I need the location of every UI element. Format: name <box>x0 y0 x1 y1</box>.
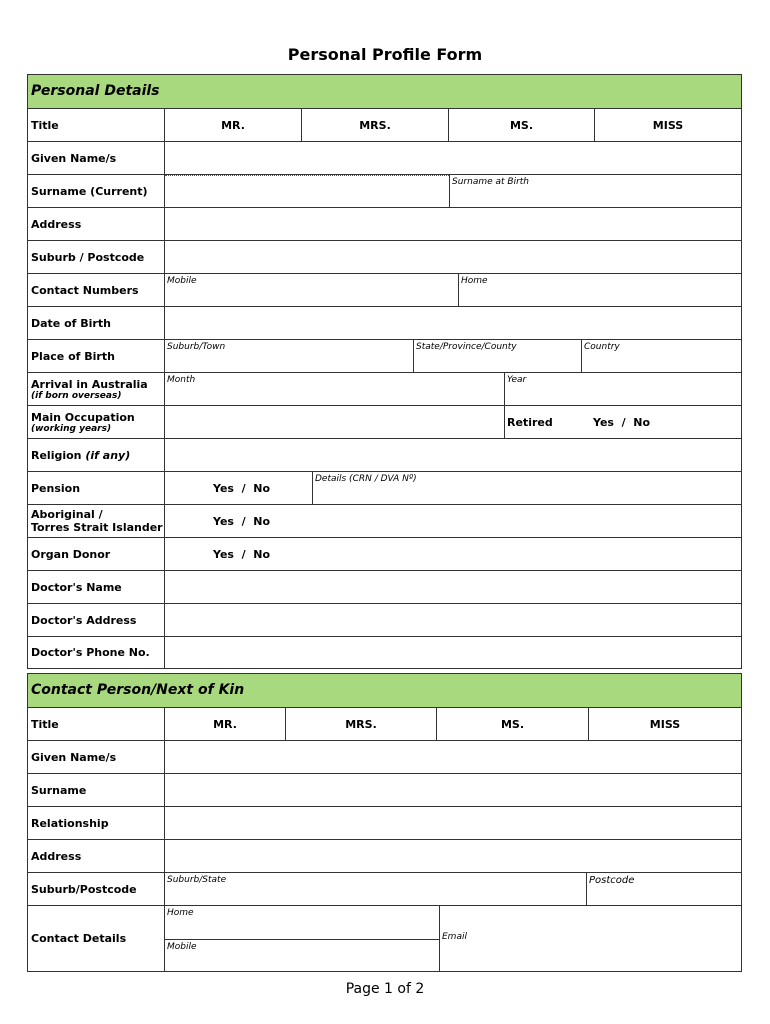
title-row <box>28 108 741 141</box>
relationship-field[interactable] <box>165 807 741 839</box>
contact-numbers-row <box>28 273 741 306</box>
contact-address-field[interactable] <box>165 840 741 872</box>
title-option-mr[interactable]: MR. <box>221 118 245 132</box>
title-option-miss[interactable]: MISS <box>594 109 741 141</box>
contact-title-option-miss[interactable]: MISS <box>588 708 741 740</box>
relationship-label: Relationship <box>28 807 165 839</box>
suburb-postcode-label: Suburb / Postcode <box>28 241 165 273</box>
personal-details-table <box>27 74 742 669</box>
doctor-phone-field[interactable] <box>165 637 741 668</box>
contact-suburb-state-field[interactable] <box>165 873 586 905</box>
doctor-name-field[interactable] <box>165 571 741 603</box>
contact-title-label: Title <box>28 708 165 740</box>
contact-surname-row <box>28 773 741 806</box>
doctor-name-row <box>28 570 741 603</box>
religion-label <box>28 439 165 471</box>
address-row <box>28 207 741 240</box>
pension-label: Pension <box>28 472 165 504</box>
retired-label: Retired <box>507 416 553 429</box>
title-label: Title <box>28 109 165 141</box>
mobile-field[interactable] <box>165 274 458 306</box>
pension-row <box>28 471 741 504</box>
given-name-label: Given Name/s <box>28 142 165 174</box>
religion-label-sub: (if any) <box>85 448 131 462</box>
given-name-field[interactable] <box>165 142 741 174</box>
occupation-label-sub: (working years) <box>31 423 112 434</box>
contact-title-row <box>28 707 741 740</box>
dob-label: Date of Birth <box>28 307 165 339</box>
contact-address-row <box>28 839 741 872</box>
aboriginal-label <box>28 505 165 537</box>
postcode-hint: Postcode <box>589 875 635 886</box>
retired-cell <box>504 406 741 438</box>
doctor-address-label: Doctor's Address <box>28 604 165 636</box>
home-phone-field[interactable] <box>458 274 741 306</box>
doctor-address-field[interactable] <box>165 604 741 636</box>
aboriginal-row <box>28 504 741 537</box>
address-field[interactable] <box>165 208 741 240</box>
contact-given-name-field[interactable] <box>165 741 741 773</box>
relationship-row <box>28 806 741 839</box>
contact-mobile-field[interactable] <box>165 940 439 971</box>
surname-at-birth-hint: Surname at Birth <box>452 177 530 187</box>
occupation-field[interactable] <box>165 406 504 438</box>
contact-home-field[interactable] <box>165 906 439 940</box>
organ-donor-label: Organ Donor <box>28 538 165 570</box>
aboriginal-label-line1: Aboriginal / <box>31 508 103 521</box>
religion-field[interactable] <box>165 439 741 471</box>
retired-yes-no[interactable]: Yes / No <box>593 416 651 429</box>
mobile-hint: Mobile <box>167 276 197 286</box>
personal-details-header <box>28 75 741 108</box>
contact-phones <box>165 906 439 971</box>
pension-yes-no[interactable]: Yes / No <box>213 482 271 495</box>
title-option-mrs[interactable]: MRS. <box>301 109 448 141</box>
section-title: Contact Person/Next of Kin <box>31 682 245 698</box>
arrival-year-field[interactable] <box>504 373 741 405</box>
address-label: Address <box>28 208 165 240</box>
month-hint: Month <box>167 375 196 385</box>
pension-choice <box>165 472 312 504</box>
surname-current-field[interactable] <box>165 175 449 207</box>
year-hint: Year <box>507 375 527 385</box>
contact-title-option-mrs[interactable]: MRS. <box>285 708 436 740</box>
suburb-state-hint: Suburb/State <box>167 875 227 885</box>
contact-suburb-postcode-row <box>28 872 741 905</box>
surname-row <box>28 174 741 207</box>
arrival-label-main: Arrival in Australia <box>31 377 148 391</box>
contact-details-label: Contact Details <box>28 906 165 971</box>
surname-at-birth-field[interactable] <box>449 175 741 207</box>
country-hint: Country <box>584 342 620 352</box>
contact-email-field[interactable] <box>439 906 741 971</box>
aboriginal-yes-no[interactable]: Yes / No <box>213 515 271 528</box>
suburb-town-field[interactable] <box>165 340 413 372</box>
contact-person-header <box>28 674 741 707</box>
aboriginal-label-line2: Torres Strait Islander <box>31 521 163 534</box>
organ-donor-row <box>28 537 741 570</box>
dob-row <box>28 306 741 339</box>
contact-numbers-label: Contact Numbers <box>28 274 165 306</box>
arrival-month-field[interactable] <box>165 373 504 405</box>
surname-current-label: Surname (Current) <box>28 175 165 207</box>
home-hint: Home <box>461 276 488 286</box>
doctor-address-row <box>28 603 741 636</box>
doctor-name-label: Doctor's Name <box>28 571 165 603</box>
title-option-ms[interactable]: MS. <box>448 109 594 141</box>
contact-suburb-postcode-label: Suburb/Postcode <box>28 873 165 905</box>
religion-row <box>28 438 741 471</box>
contact-home-hint: Home <box>167 908 194 918</box>
pension-details-hint: Details (CRN / DVA Nº) <box>315 474 417 484</box>
aboriginal-choice <box>165 505 741 537</box>
page-number: Page 1 of 2 <box>345 981 425 997</box>
organ-donor-choice <box>165 538 741 570</box>
contact-postcode-field[interactable] <box>586 873 741 905</box>
dob-field[interactable] <box>165 307 741 339</box>
form-title: Personal Profile Form <box>287 45 483 64</box>
doctor-phone-row <box>28 636 741 668</box>
state-province-field[interactable] <box>413 340 581 372</box>
arrival-row <box>28 372 741 405</box>
contact-given-name-row <box>28 740 741 773</box>
contact-address-label: Address <box>28 840 165 872</box>
pension-details-field[interactable] <box>312 472 741 504</box>
organ-donor-yes-no[interactable]: Yes / No <box>213 548 271 561</box>
arrival-label <box>28 373 165 405</box>
contact-surname-field[interactable] <box>165 774 741 806</box>
occupation-row <box>28 405 741 438</box>
suburb-postcode-field[interactable] <box>165 241 741 273</box>
suburb-town-hint: Suburb/Town <box>167 342 226 352</box>
contact-given-name-label: Given Name/s <box>28 741 165 773</box>
section-title: Personal Details <box>31 83 160 99</box>
country-field[interactable] <box>581 340 741 372</box>
place-of-birth-label: Place of Birth <box>28 340 165 372</box>
occupation-label <box>28 406 165 438</box>
state-province-hint: State/Province/County <box>416 342 517 352</box>
religion-label-main: Religion <box>31 448 82 462</box>
contact-title-option-mr[interactable]: MR. <box>213 717 237 731</box>
contact-details-row <box>28 905 741 971</box>
doctor-phone-label: Doctor's Phone No. <box>28 637 165 668</box>
arrival-label-sub: (if born overseas) <box>31 390 122 401</box>
suburb-postcode-row <box>28 240 741 273</box>
contact-person-table <box>27 673 742 972</box>
given-name-row <box>28 141 741 174</box>
contact-mobile-hint: Mobile <box>167 942 197 952</box>
place-of-birth-row <box>28 339 741 372</box>
contact-title-option-ms[interactable]: MS. <box>436 708 588 740</box>
contact-surname-label: Surname <box>28 774 165 806</box>
occupation-label-main: Main Occupation <box>31 410 135 424</box>
email-hint: Email <box>442 932 467 942</box>
